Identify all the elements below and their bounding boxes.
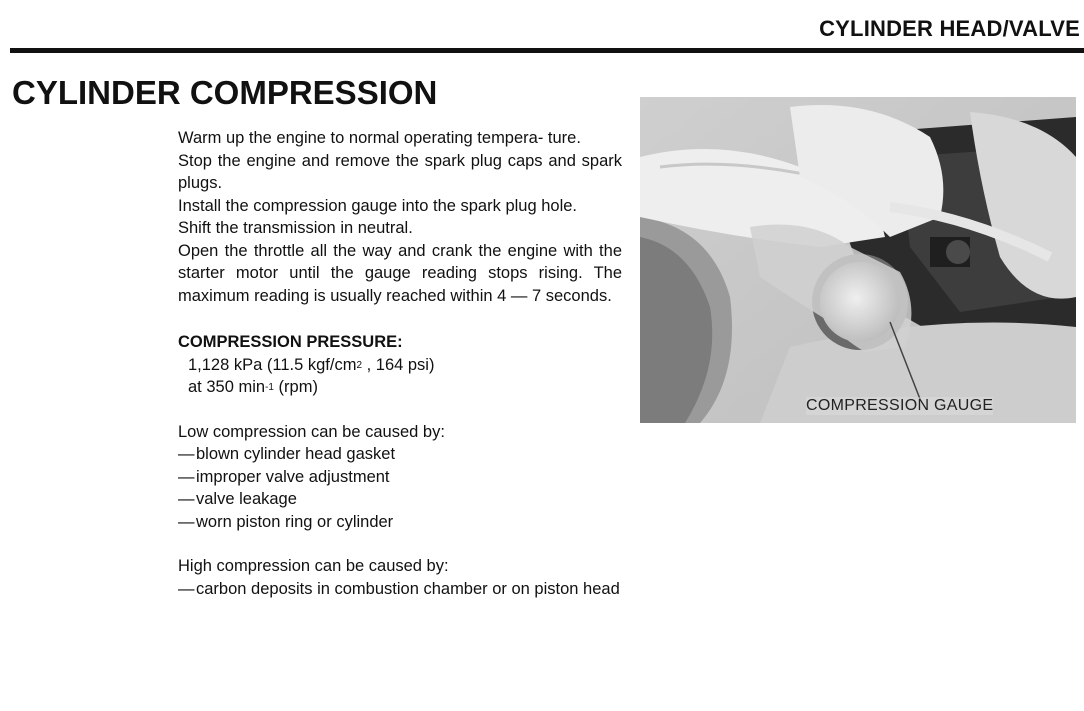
- dash-bullet: —: [178, 579, 195, 598]
- high-compression-block: [178, 555, 622, 600]
- spec-pressure-prefix: 1,128 kPa (11.5 kgf/cm: [188, 355, 357, 374]
- cause-text: worn piston ring or cylinder: [196, 512, 394, 531]
- dash-bullet: —: [178, 490, 195, 508]
- spec-heading: COMPRESSION PRESSURE:: [178, 333, 403, 351]
- list-item: [178, 578, 622, 601]
- spec-pressure-sup: 2: [356, 359, 363, 371]
- spec-rpm-sup: -1: [265, 382, 274, 393]
- procedure-step-3: Install the compression gauge into the spark plug hole.: [178, 196, 577, 215]
- cause-text: blown cylinder head gasket: [196, 445, 396, 463]
- dash-bullet: —: [178, 467, 195, 486]
- spec-rpm-suffix: (rpm): [273, 378, 318, 396]
- low-compression-list: [178, 443, 622, 533]
- high-compression-list: [178, 578, 622, 601]
- spec-rpm-value: [178, 376, 622, 399]
- cause-text: valve leakage: [196, 490, 297, 508]
- list-item: [178, 511, 622, 534]
- low-compression-heading: Low compression can be caused by:: [178, 422, 445, 441]
- spec-pressure-value: [178, 354, 622, 377]
- procedure-step-1: Warm up the engine to normal operating tempera- ture.: [178, 129, 581, 147]
- dash-bullet: —: [178, 512, 195, 531]
- procedure-text-column: [178, 127, 622, 600]
- low-compression-block: [178, 421, 622, 534]
- cause-text: improper valve adjustment: [196, 467, 390, 486]
- section-header-title: CYLINDER HEAD/VALVE: [819, 16, 1080, 41]
- page-title: CYLINDER COMPRESSION: [12, 74, 438, 111]
- procedure-step-2: Stop the engine and remove the spark plug caps and spark plugs.: [178, 151, 622, 192]
- procedure-step-5: Open the throttle all the way and crank the engine with the starter motor until the gauge reading stops rising. The maximum reading is usually reached within 4 — 7 seconds.: [178, 241, 622, 305]
- list-item: [178, 488, 622, 511]
- compression-spec-block: [178, 331, 622, 399]
- dash-bullet: —: [178, 445, 195, 463]
- photo-illustration: [640, 97, 1076, 423]
- photo-caption: COMPRESSION GAUGE: [806, 397, 994, 414]
- procedure-step-4: Shift the transmission in neutral.: [178, 219, 413, 237]
- list-item: [178, 443, 622, 466]
- spec-rpm-prefix: at 350 min: [188, 378, 266, 396]
- compression-gauge-photo: [640, 97, 1076, 423]
- spec-pressure-suffix: , 164 psi): [362, 355, 435, 374]
- high-compression-heading: High compression can be caused by:: [178, 557, 449, 575]
- header-rule: [10, 48, 1084, 53]
- list-item: [178, 466, 622, 489]
- cause-text: carbon deposits in combustion chamber or on piston head: [196, 579, 620, 598]
